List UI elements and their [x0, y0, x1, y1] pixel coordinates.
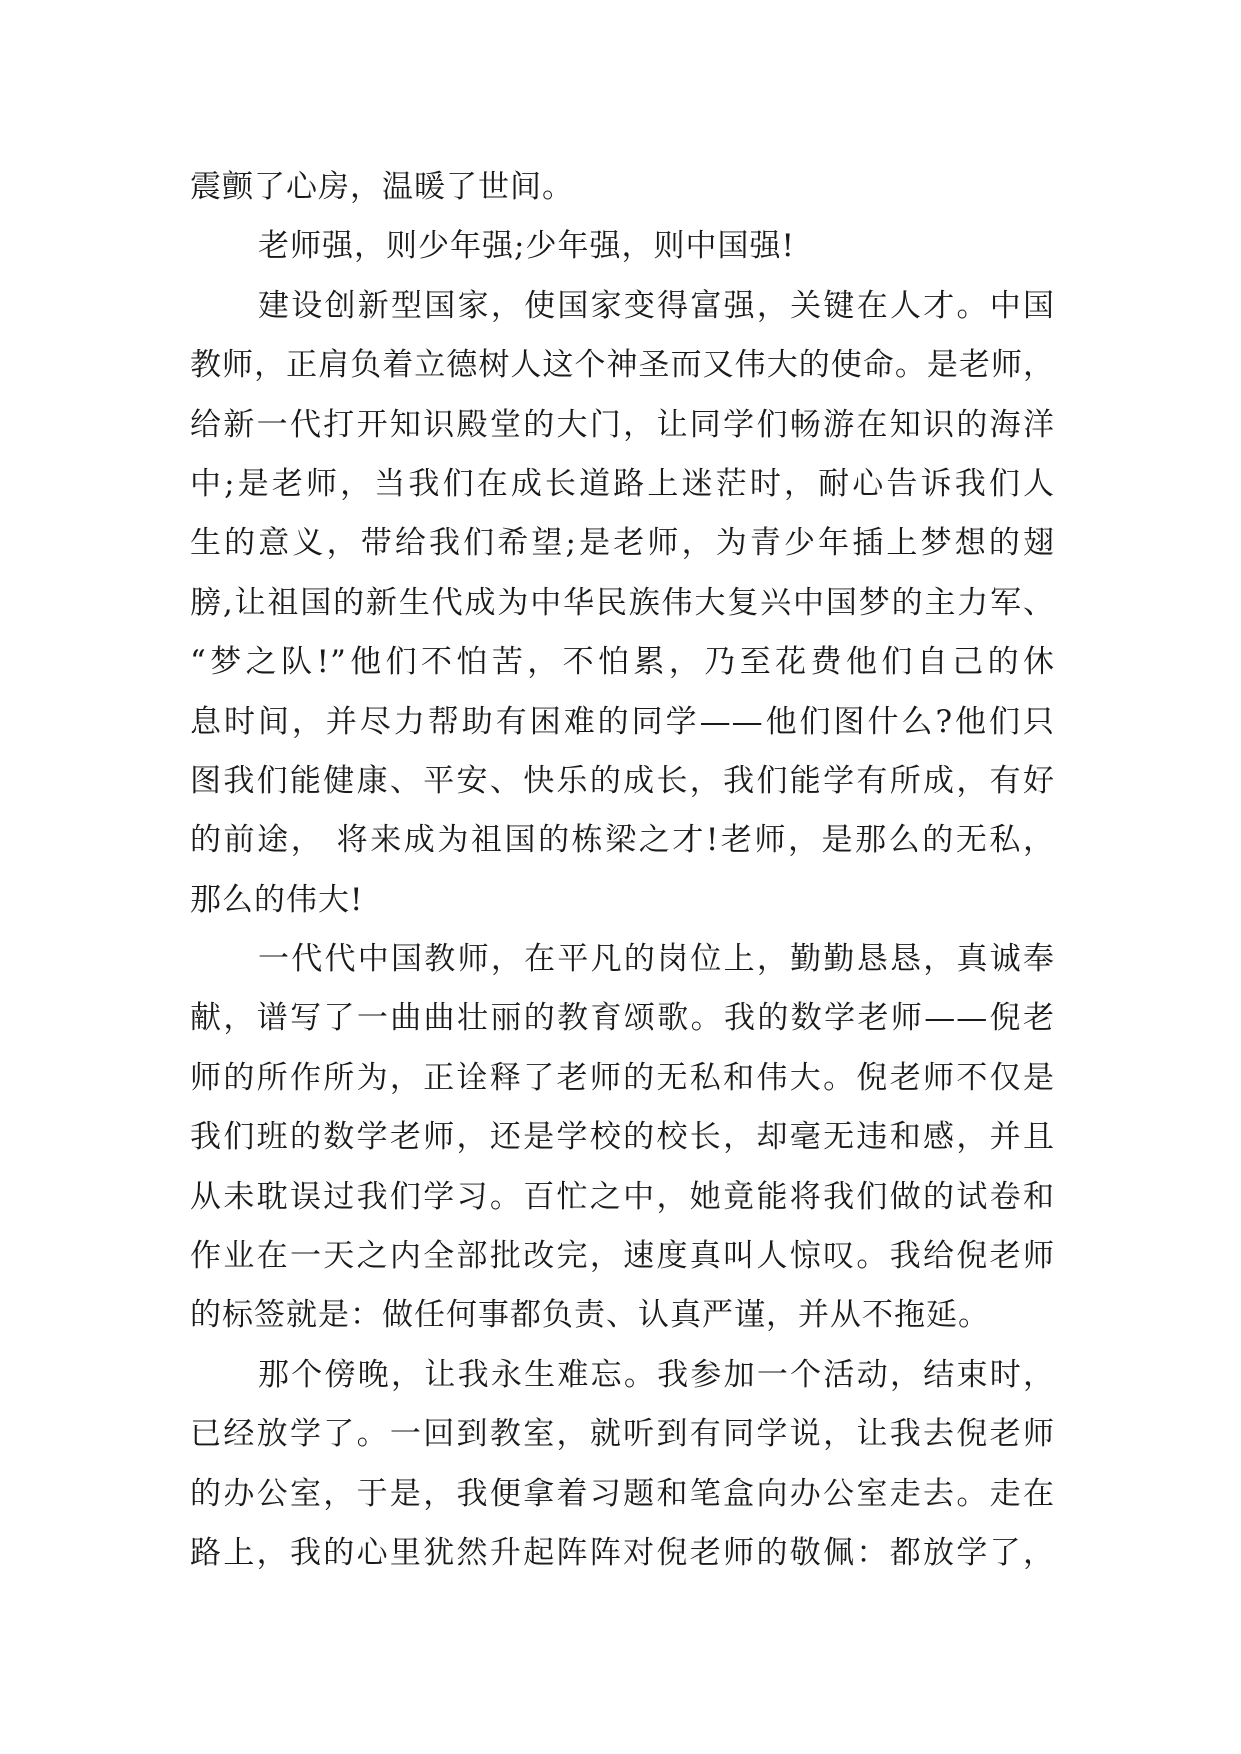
text-line: 生的意义，带给我们希望;是老师，为青少年插上梦想的翅: [190, 525, 1055, 562]
text-line: 作业在一天之内全部批改完，速度真叫人惊叹。我给倪老师: [190, 1238, 1055, 1275]
text-line: 一代代中国教师，在平凡的岗位上，勤勤恳恳，真诚奉: [258, 941, 1055, 978]
text-line: 老师强，则少年强;少年强，则中国强!: [258, 228, 795, 265]
text-line: 那个傍晚，让我永生难忘。我参加一个活动，结束时，: [258, 1356, 1055, 1393]
text-line: 的标签就是：做任何事都负责、认真严谨，并从不拖延。: [190, 1297, 990, 1334]
text-line: 的前途， 将来成为祖国的栋梁之才!老师，是那么的无私，: [190, 822, 1055, 859]
text-line: 已经放学了。一回到教室，就听到有同学说，让我去倪老师: [190, 1416, 1055, 1453]
text-line: 图我们能健康、平安、快乐的成长，我们能学有所成，有好: [190, 762, 1055, 799]
text-line: 师的所作所为，正诠释了老师的无私和伟大。倪老师不仅是: [190, 1059, 1055, 1096]
text-line: 献，谱写了一曲曲壮丽的教育颂歌。我的数学老师——倪老: [190, 1000, 1055, 1037]
text-line: 膀,让祖国的新生代成为中华民族伟大复兴中国梦的主力军、: [190, 584, 1055, 621]
text-line: 教师，正肩负着立德树人这个神圣而又伟大的使命。是老师，: [190, 347, 1055, 384]
document-body: [190, 158, 1055, 1583]
text-line: 路上，我的心里犹然升起阵阵对倪老师的敬佩：都放学了，: [190, 1534, 1055, 1571]
text-line: 息时间，并尽力帮助有困难的同学——他们图什么?他们只: [190, 703, 1055, 740]
text-line: 我们班的数学老师，还是学校的校长，却毫无违和感，并且: [190, 1119, 1055, 1156]
text-line: 震颤了心房，温暖了世间。: [190, 169, 574, 205]
text-line: 建设创新型国家，使国家变得富强，关键在人才。中国: [258, 287, 1055, 324]
text-line: “梦之队!”他们不怕苦，不怕累，乃至花费他们自己的休: [190, 644, 1055, 681]
text-line: 从未耽误过我们学习。百忙之中，她竟能将我们做的试卷和: [190, 1178, 1055, 1215]
text-line: 的办公室，于是，我便拿着习题和笔盒向办公室走去。走在: [190, 1475, 1055, 1512]
text-line: 那么的伟大!: [190, 881, 364, 918]
text-line: 中;是老师，当我们在成长道路上迷茫时，耐心告诉我们人: [190, 465, 1055, 502]
text-line: 给新一代打开知识殿堂的大门，让同学们畅游在知识的海洋: [190, 406, 1055, 443]
